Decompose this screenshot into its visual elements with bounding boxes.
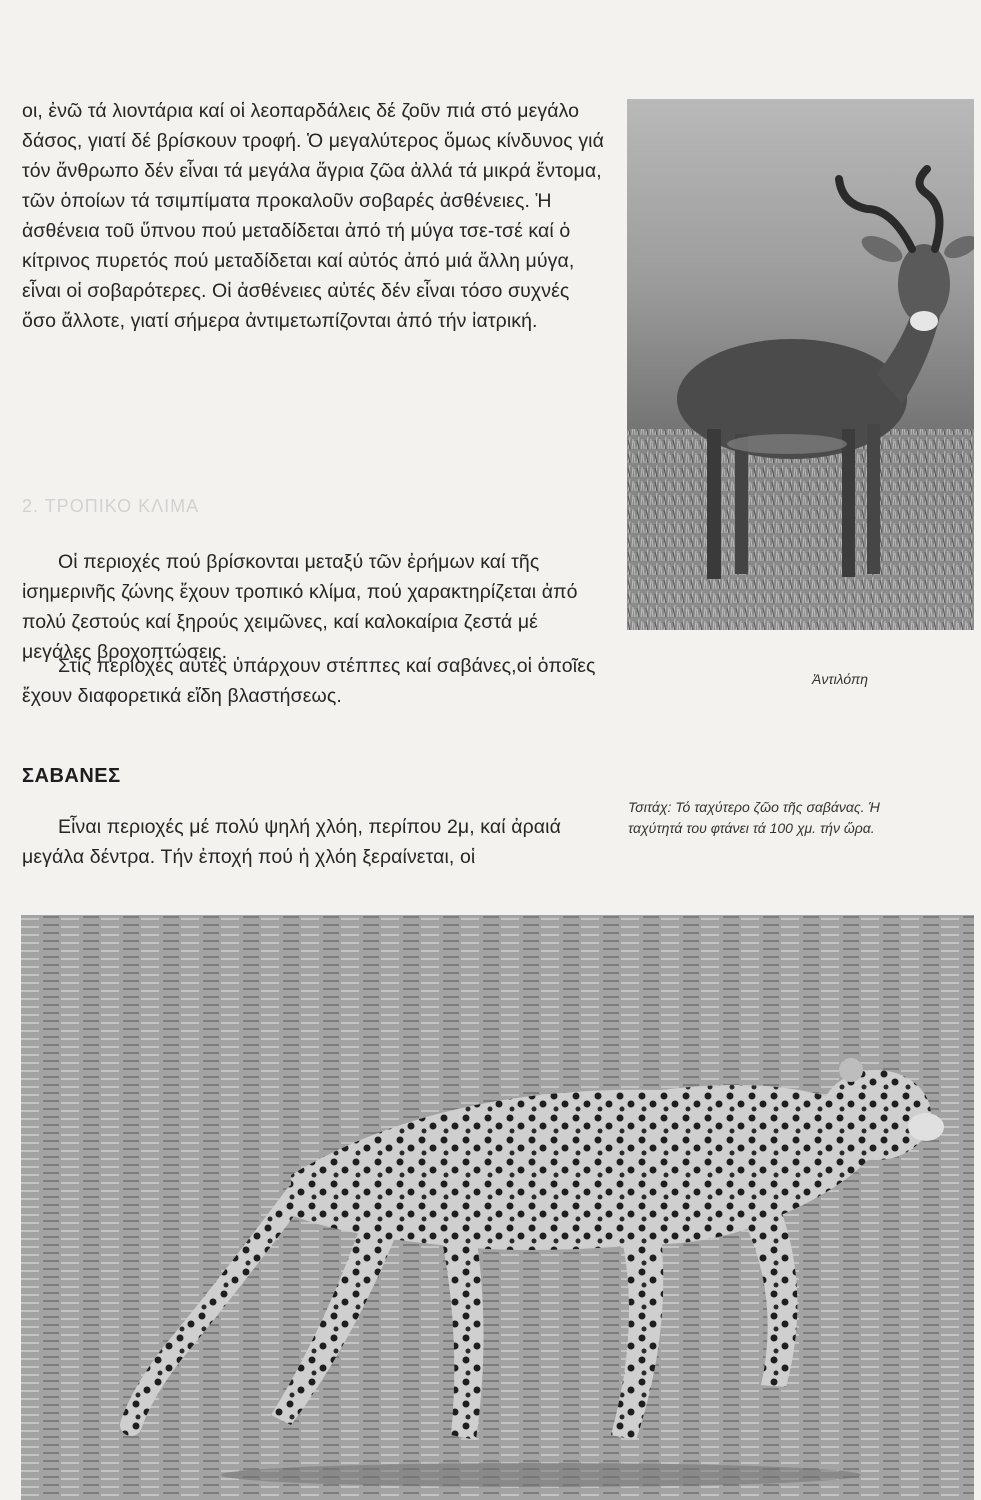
cheetah-caption: Τσιτάχ: Τό ταχύτερο ζῶο τῆς σαβάνας. Ἡ ταχύτητά του φτάνει τά 100 χμ. τήν ὥρα. <box>628 799 880 836</box>
section-heading-tropic-climate: 2. ΤΡΟΠΙΚΟ ΚΛΙΜΑ <box>22 496 200 516</box>
paragraph-tropic-climate: Οἱ περιοχές πού βρίσκονται μεταξύ τῶν ἐρήμων καί τῆς ἰσημερινῆς ζώνης ἔχουν τροπικό κλίμα, πού χαρακτηρίζεται ἀπό πολύ ζεστούς καί ξηρούς χειμῶνες, καί καλοκαίρια ζεστά μέ μεγάλες βροχοπτώσεις. <box>22 551 578 663</box>
antelope-caption: Ἀντιλόπη <box>812 671 869 687</box>
cheetah-photo <box>21 915 974 1500</box>
paragraph-savannas: Εἶναι περιοχές μέ πολύ ψηλή χλόη, περίπου 2μ, καί ἀραιά μεγάλα δέντρα. Τήν ἐποχή πού ἡ χλόη ξεραίνεται, οἱ <box>22 816 561 868</box>
section-heading-savannas: ΣΑΒΑΝΕΣ <box>22 765 121 787</box>
antelope-photo <box>627 99 974 630</box>
paragraph-steppes-savannas: Στίς περιοχές αὐτές ὑπάρχουν στέππες καί σαβάνες,οἱ ὁποῖες ἔχουν διαφορετικά εἴδη βλαστήσεως. <box>22 655 596 707</box>
paragraph-intro: οι, ἐνῶ τά λιοντάρια καί οἱ λεοπαρδάλεις δέ ζοῦν πιά στό μεγάλο δάσος, γιατί δέ βρίσκουν τροφή. Ὁ μεγαλύτερος ὅμως κίνδυνος γιά τόν ἄνθρωπο δέν εἶναι τά μεγάλα ἄγρια ζῶα ἀλλά τά μικρά ἔντομα, τῶν ὁποίων τά τσιμπίματα προκαλοῦν σοβαρές ἀσθένειες. Ἡ ἀσθένεια τοῦ ὕπνου πού μεταδίδεται ἀπό τή μύγα τσε-τσέ καί ὁ κίτρινος πυρετός πού μεταδίδεται καί αὐτός ἀπό μιά ἄλλη μύγα, εἶναι οἱ σοβαρότερες. Οἱ ἀσθένειες αὐτές δέν εἶναι τόσο συχνές ὅσο ἄλλοτε, γιατί σήμερα ἀντιμετωπίζονται ἀπό τήν ἰατρική. <box>22 100 604 332</box>
